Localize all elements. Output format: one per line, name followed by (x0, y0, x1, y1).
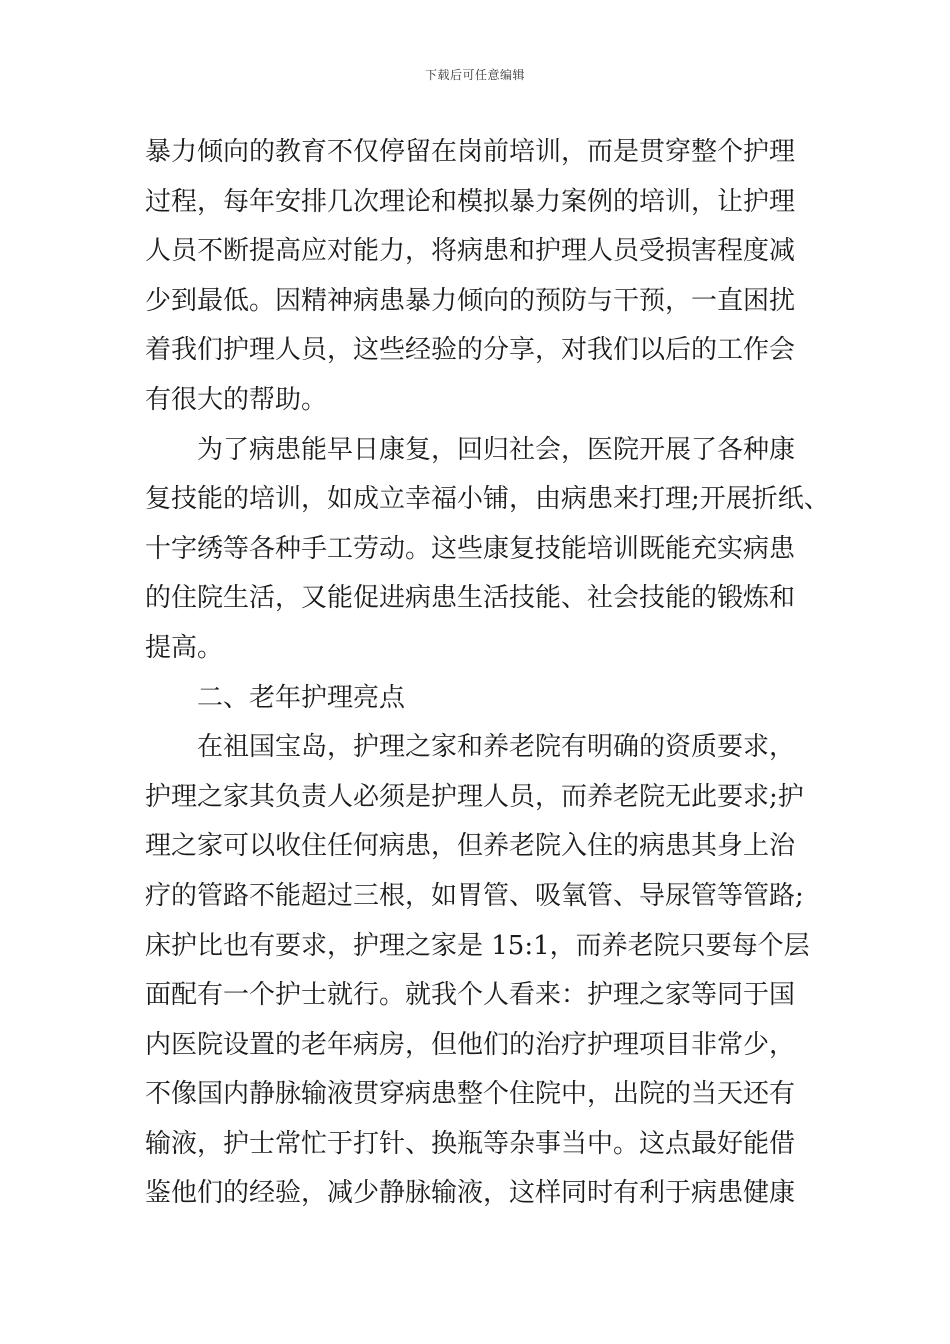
text-line: 着我们护理人员，这些经验的分享，对我们以后的工作会 (145, 335, 796, 366)
text-line: 的住院生活，又能促进病患生活技能、社会技能的锻炼和 (145, 583, 796, 614)
section-heading: 二、老年护理亮点 (197, 682, 406, 713)
paragraph-first-line: 在祖国宝岛，护理之家和养老院有明确的资质要求， (197, 732, 796, 763)
text-line: 理之家可以收住任何病患，但养老院入住的病患其身上治 (145, 831, 796, 862)
text-line: 有很大的帮助。 (145, 384, 328, 415)
paragraph-first-line: 为了病患能早日康复，回归社会，医院开展了各种康 (197, 434, 796, 465)
text-line: 鉴他们的经验，减少静脉输液，这样同时有利于病患健康 (145, 1178, 796, 1209)
text-line: 床护比也有要求，护理之家是 15:1，而养老院只要每个层 (145, 930, 810, 961)
text-line: 提高。 (145, 632, 224, 663)
text-line: 人员不断提高应对能力，将病患和护理人员受损害程度减 (145, 236, 796, 267)
text-line: 复技能的培训，如成立幸福小铺，由病患来打理;开展折纸、 (145, 484, 830, 515)
text-line: 过程，每年安排几次理论和模拟暴力案例的培训，让护理 (145, 186, 796, 217)
text-line: 不像国内静脉输液贯穿病患整个住院中，出院的当天还有 (145, 1079, 796, 1110)
text-line: 少到最低。因精神病患暴力倾向的预防与干预，一直困扰 (145, 285, 796, 316)
text-line: 内医院设置的老年病房，但他们的治疗护理项目非常少， (145, 1029, 796, 1060)
body-text (145, 128, 830, 1219)
text-line: 疗的管路不能超过三根，如胃管、吸氧管、导尿管等管路; (145, 880, 804, 911)
text-line: 面配有一个护士就行。就我个人看来：护理之家等同于国 (145, 980, 796, 1011)
text-line: 输液，护士常忙于打针、换瓶等杂事当中。这点最好能借 (145, 1128, 796, 1159)
text-line: 暴力倾向的教育不仅停留在岗前培训，而是贯穿整个护理 (145, 137, 796, 167)
page-header: 下载后可任意编辑 (424, 68, 525, 82)
text-line: 护理之家其负责人必须是护理人员，而养老院无此要求;护 (145, 781, 804, 812)
text-line: 十字绣等各种手工劳动。这些康复技能培训既能充实病患 (145, 533, 796, 564)
